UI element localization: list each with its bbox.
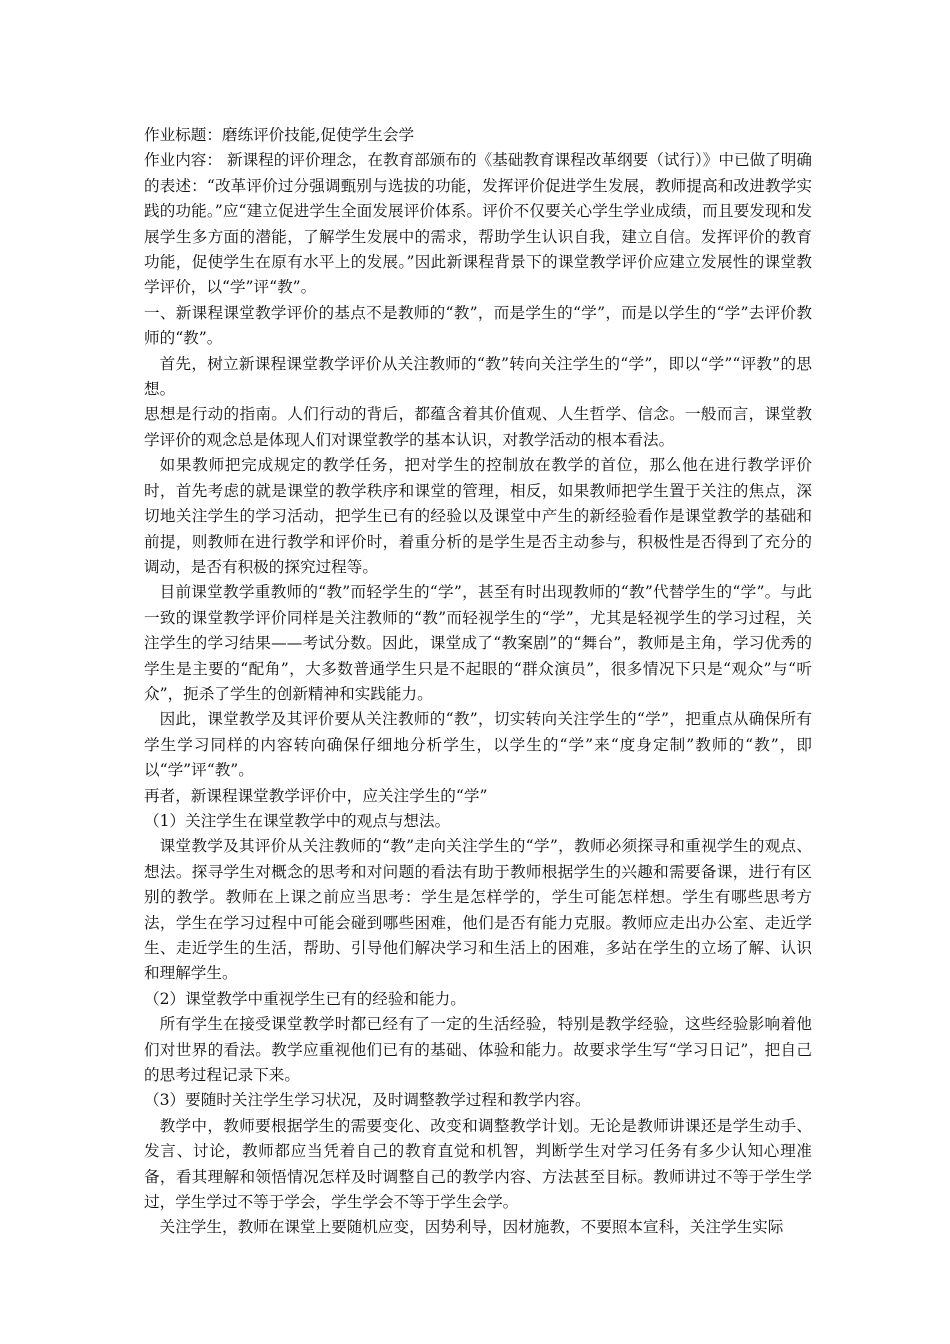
- body-paragraph: 如果教师把完成规定的教学任务，把对学生的控制放在教学的首位，那么他在进行教学评价时，首先考虑的就是课堂的教学秩序和课堂的管理，相反，如果教师把学生置于关注的焦点，深切地关注学生的学习活动，把学生已有的经验以及课堂中产生的新经验看作是课堂教学的基础和前提，则教师在进行教学和评价时，着重分析的是学生是否主动参与，积极性是否得到了充分的调动，是否有积极的探究过程等。: [144, 456, 812, 576]
- assignment-content-paragraph: 作业内容： 新课程的评价理念，在教育部颁布的《基础教育课程改革纲要（试行）》中已做了明确的表述：“改革评价过分强调甄别与选拔的功能，发挥评价促进学生发展，教师提高和改进教学实践的功能。”应“建立促进学生全面发展评价体系。评价不仅要关心学生学业成绩，而且要发现和发展学生多方面的潜能，了解学生发展中的需求，帮助学生认识自我，建立自信。发挥评价的教育功能，促使学生在原有水平上的发展。”因此新课程背景下的课堂教学评价应建立发展性的课堂教学评价，以“学”评“教”。: [144, 151, 812, 297]
- body-paragraph: 目前课堂教学重教师的“教”而轻学生的“学”，甚至有时出现教师的“教”代替学生的“学”。与此一致的课堂教学评价同样是关注教师的“教”而轻视学生的“学”，尤其是轻视学生的学习过程，关注学生的学习结果——考试分数。因此，课堂成了“教案剧”的“舞台”，教师是主角，学习优秀的学生是主要的“配角”，大多数普通学生只是不起眼的“群众演员”，很多情况下只是“观众”与“听众”，扼杀了学生的创新精神和实践能力。: [144, 583, 812, 703]
- body-paragraph: 所有学生在接受课堂教学时都已经有了一定的生活经验，特别是教学经验，这些经验影响着他们对世界的看法。教学应重视他们已有的基础、体验和能力。故要求学生写“学习日记”，把自己的思考过程记录下来。: [144, 1015, 812, 1085]
- assignment-title: 作业标题：磨练评价技能,促使学生会学: [144, 126, 415, 144]
- section-heading-1: 一、新课程课堂教学评价的基点不是教师的“教”，而是学生的“学”，而是以学生的“学”去评价教师的“教”。: [144, 303, 812, 348]
- body-paragraph: 因此，课堂教学及其评价要从关注教师的“教”，切实转向关注学生的“学”，把重点从确保所有学生学习同样的内容转向确保仔细地分析学生，以学生的“学”来“度身定制”教师的“教”，即以“学”评“教”。: [144, 710, 812, 780]
- body-paragraph: 教学中，教师要根据学生的需要变化、改变和调整教学计划。无论是教师讲课还是学生动手、发言、讨论，教师都应当凭着自己的教育直觉和机智，判断学生对学习任务有多少认知心理准备，看其理解和领悟情况怎样及时调整自己的教学内容、方法甚至目标。教师讲过不等于学生学过，学生学过不等于学会，学生学会不等于学生会学。: [144, 1116, 812, 1212]
- body-paragraph: 课堂教学及其评价从关注教师的“教”走向关注学生的“学”，教师必须探寻和重视学生的观点、想法。探寻学生对概念的思考和对问题的看法有助于教师根据学生的兴趣和需要备课，进行有区别的教学。教师在上课之前应当思考：学生是怎样学的，学生可能怎样想。学生有哪些思考方法，学生在学习过程中可能会碰到哪些困难，他们是否有能力克服。教师应走出办公室、走近学生、走近学生的生活，帮助、引导他们解决学习和生活上的困难，多站在学生的立场了解、认识和理解学生。: [144, 837, 812, 983]
- list-item-heading-2: （2）课堂教学中重视学生已有的经验和能力。: [144, 989, 466, 1008]
- section-heading-2: 再者，新课程课堂教学评价中，应关注学生的“学”: [144, 786, 488, 805]
- list-item-heading-1: （1）关注学生在课堂教学中的观点与想法。: [144, 811, 451, 830]
- document-body: [144, 123, 812, 1241]
- body-paragraph: 首先，树立新课程课堂教学评价从关注教师的“教”转向关注学生的“学”，即以“学”“评教”的思想。: [144, 354, 812, 399]
- list-item-heading-3: （3）要随时关注学生学习状况，及时调整教学过程和教学内容。: [144, 1091, 591, 1110]
- body-paragraph-truncated: 关注学生，教师在课堂上要随机应变，因势利导，因材施教，不要照本宣科，关注学生实际: [159, 1218, 784, 1237]
- body-paragraph: 思想是行动的指南。人们行动的背后，都蕴含着其价值观、人生哲学、信念。一般而言，课堂教学评价的观念总是体现人们对课堂教学的基本认识，对教学活动的根本看法。: [144, 405, 812, 449]
